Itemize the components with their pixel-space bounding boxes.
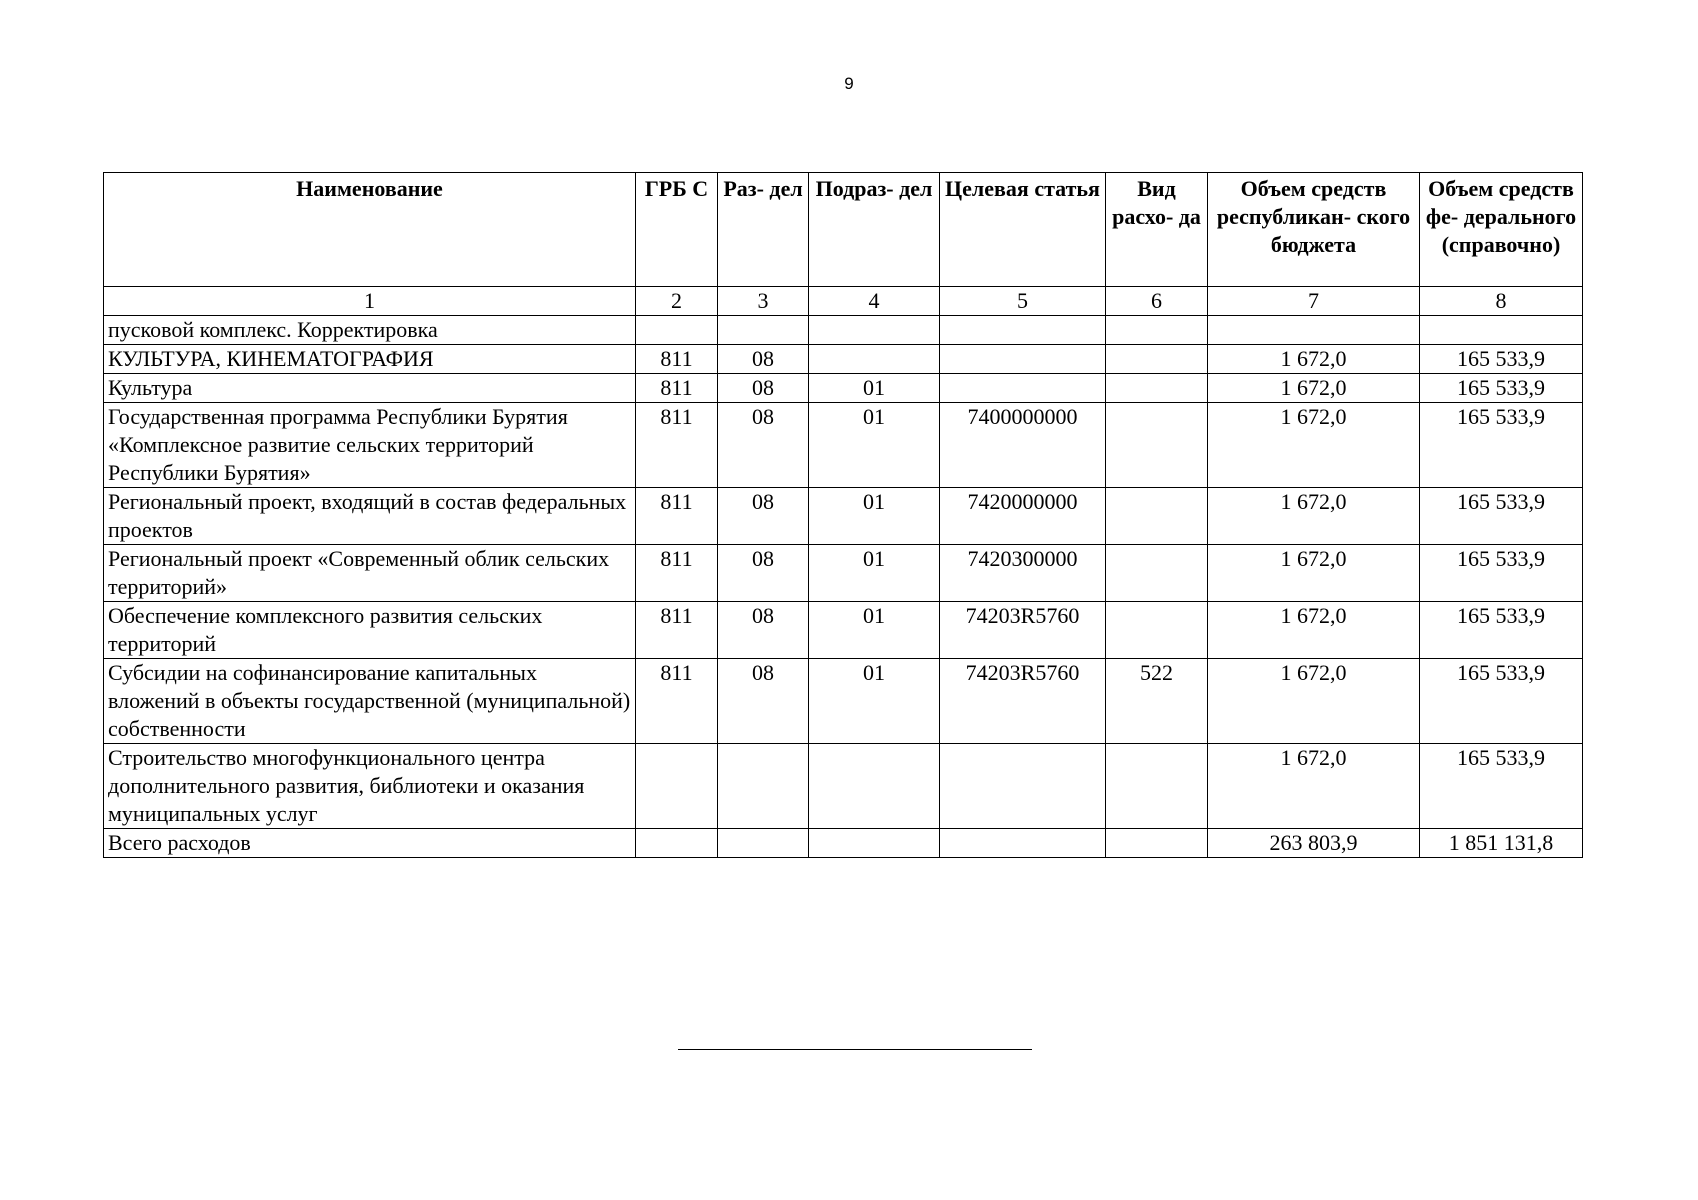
row-expense-type	[1106, 345, 1208, 374]
row-grbs: 811	[636, 545, 718, 602]
header-name: Наименование	[104, 173, 636, 287]
total-republican-amount: 263 803,9	[1208, 829, 1420, 858]
table-row	[104, 659, 1583, 744]
row-podrazdel: 01	[809, 374, 940, 403]
column-number: 3	[718, 287, 809, 316]
row-razdel	[718, 744, 809, 829]
row-target-article	[940, 374, 1106, 403]
row-razdel: 08	[718, 659, 809, 744]
row-podrazdel: 01	[809, 403, 940, 488]
row-republican-amount: 1 672,0	[1208, 744, 1420, 829]
row-razdel	[718, 316, 809, 345]
row-name: Региональный проект «Современный облик сельских территорий»	[104, 545, 636, 602]
row-name: Обеспечение комплексного развития сельских территорий	[104, 602, 636, 659]
header-target-article: Целевая статья	[940, 173, 1106, 287]
row-razdel: 08	[718, 602, 809, 659]
row-name: Культура	[104, 374, 636, 403]
header-razdel: Раз- дел	[718, 173, 809, 287]
row-federal-amount: 165 533,9	[1420, 602, 1583, 659]
row-federal-amount: 165 533,9	[1420, 345, 1583, 374]
row-grbs: 811	[636, 345, 718, 374]
row-republican-amount: 1 672,0	[1208, 602, 1420, 659]
row-grbs: 811	[636, 403, 718, 488]
row-expense-type	[1106, 316, 1208, 345]
row-grbs: 811	[636, 659, 718, 744]
row-republican-amount: 1 672,0	[1208, 488, 1420, 545]
row-name: пусковой комплекс. Корректировка	[104, 316, 636, 345]
row-podrazdel: 01	[809, 602, 940, 659]
row-podrazdel: 01	[809, 488, 940, 545]
row-razdel: 08	[718, 488, 809, 545]
row-republican-amount: 1 672,0	[1208, 345, 1420, 374]
row-podrazdel	[809, 316, 940, 345]
row-expense-type	[1106, 403, 1208, 488]
row-podrazdel: 01	[809, 545, 940, 602]
page-number: 9	[844, 74, 854, 93]
row-target-article	[940, 829, 1106, 858]
row-expense-type	[1106, 545, 1208, 602]
row-target-article: 74203R5760	[940, 659, 1106, 744]
row-grbs: 811	[636, 488, 718, 545]
budget-table	[103, 172, 1583, 858]
row-grbs	[636, 316, 718, 345]
column-number: 8	[1420, 287, 1583, 316]
row-republican-amount: 1 672,0	[1208, 545, 1420, 602]
row-expense-type	[1106, 374, 1208, 403]
header-republican-budget: Объем средств республикан- ского бюджета	[1208, 173, 1420, 287]
table-row	[104, 545, 1583, 602]
row-federal-amount: 165 533,9	[1420, 744, 1583, 829]
row-podrazdel: 01	[809, 659, 940, 744]
header-podrazdel: Подраз- дел	[809, 173, 940, 287]
footer-divider	[678, 1049, 1032, 1050]
row-name: Субсидии на софинансирование капитальных вложений в объекты государственной (муниципальной) собственности	[104, 659, 636, 744]
row-razdel	[718, 829, 809, 858]
row-expense-type	[1106, 602, 1208, 659]
row-razdel: 08	[718, 345, 809, 374]
header-federal-budget: Объем средств фе- дерального (справочно)	[1420, 173, 1583, 287]
row-republican-amount	[1208, 316, 1420, 345]
row-podrazdel	[809, 345, 940, 374]
row-razdel: 08	[718, 403, 809, 488]
table-row	[104, 602, 1583, 659]
column-number: 1	[104, 287, 636, 316]
table-row	[104, 488, 1583, 545]
column-number: 4	[809, 287, 940, 316]
table-row	[104, 316, 1583, 345]
row-name: Региональный проект, входящий в состав федеральных проектов	[104, 488, 636, 545]
row-grbs: 811	[636, 602, 718, 659]
column-number: 2	[636, 287, 718, 316]
row-federal-amount: 165 533,9	[1420, 659, 1583, 744]
row-republican-amount: 1 672,0	[1208, 403, 1420, 488]
row-razdel: 08	[718, 374, 809, 403]
row-target-article	[940, 316, 1106, 345]
row-expense-type	[1106, 488, 1208, 545]
total-federal-amount: 1 851 131,8	[1420, 829, 1583, 858]
column-number: 7	[1208, 287, 1420, 316]
row-podrazdel	[809, 744, 940, 829]
table-row	[104, 345, 1583, 374]
row-expense-type	[1106, 829, 1208, 858]
column-number-row	[104, 287, 1583, 316]
row-target-article	[940, 345, 1106, 374]
row-name: Строительство многофункционального центра дополнительного развития, библиотеки и оказания муниципальных услуг	[104, 744, 636, 829]
column-number: 6	[1106, 287, 1208, 316]
row-target-article: 7420300000	[940, 545, 1106, 602]
total-row	[104, 829, 1583, 858]
row-target-article: 7400000000	[940, 403, 1106, 488]
row-federal-amount: 165 533,9	[1420, 374, 1583, 403]
header-expense-type: Вид расхо- да	[1106, 173, 1208, 287]
row-expense-type	[1106, 744, 1208, 829]
row-name: Государственная программа Республики Бурятия «Комплексное развитие сельских территорий Республики Бурятия»	[104, 403, 636, 488]
row-target-article	[940, 744, 1106, 829]
column-number: 5	[940, 287, 1106, 316]
row-target-article: 7420000000	[940, 488, 1106, 545]
row-podrazdel	[809, 829, 940, 858]
row-federal-amount: 165 533,9	[1420, 488, 1583, 545]
row-name: КУЛЬТУРА, КИНЕМАТОГРАФИЯ	[104, 345, 636, 374]
row-federal-amount: 165 533,9	[1420, 545, 1583, 602]
row-target-article: 74203R5760	[940, 602, 1106, 659]
row-federal-amount: 165 533,9	[1420, 403, 1583, 488]
table-row	[104, 744, 1583, 829]
row-expense-type: 522	[1106, 659, 1208, 744]
row-republican-amount: 1 672,0	[1208, 659, 1420, 744]
row-razdel: 08	[718, 545, 809, 602]
header-grbs: ГРБ С	[636, 173, 718, 287]
table-row	[104, 374, 1583, 403]
table-row	[104, 403, 1583, 488]
total-label: Всего расходов	[104, 829, 636, 858]
row-republican-amount: 1 672,0	[1208, 374, 1420, 403]
row-federal-amount	[1420, 316, 1583, 345]
header-row	[104, 173, 1583, 287]
row-grbs	[636, 744, 718, 829]
row-grbs	[636, 829, 718, 858]
row-grbs: 811	[636, 374, 718, 403]
